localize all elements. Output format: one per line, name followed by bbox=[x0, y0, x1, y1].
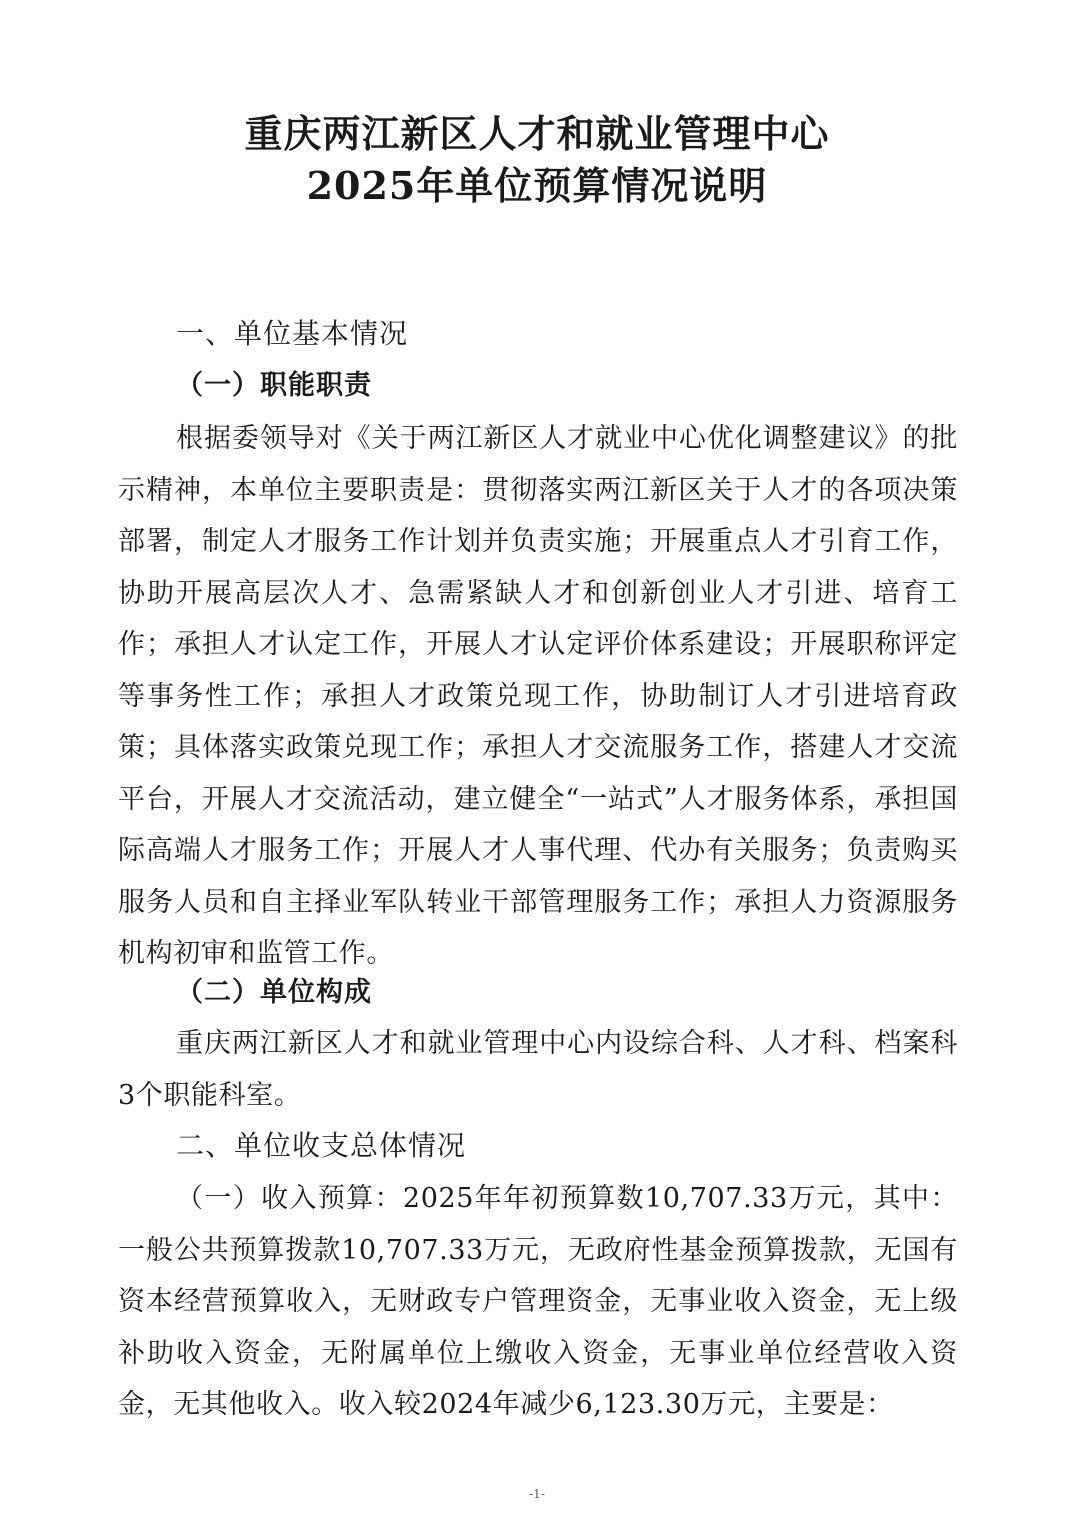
section1-heading: 一、单位基本情况 bbox=[176, 317, 409, 350]
income-paragraph: （一）收入预算：2025年年初预算数10,707.33万元，其中：一般公共预算拨款10,707.33万元，无政府性基金预算拨款，无国有资本经营预算收入，无财政专户管理资金，无事业收入资金，无上级补助收入资金，无附属单位上缴收入资金，无事业单位经营收入资金，无其他收入。收入较2024年减少6,123.30万元，主要是： bbox=[118, 1183, 958, 1420]
section2-heading: 二、单位收支总体情况 bbox=[176, 1129, 467, 1162]
duties-paragraph: 根据委领导对《关于两江新区人才就业中心优化调整建议》的批示精神，本单位主要职责是：贯彻落实两江新区关于人才的各项决策部署，制定人才服务工作计划并负责实施；开展重点人才引育工作，协助开展高层次人才、急需紧缺人才和创新创业人才引进、培育工作；承担人才认定工作，开展人才认定评价体系建设；开展职称评定等事务性工作；承担人才政策兑现工作，协助制订人才引进培育政策；具体落实政策兑现工作；承担人才交流服务工作，搭建人才交流平台，开展人才交流活动，建立健全“一站式”人才服务体系，承担国际高端人才服务工作；开展人才人事代理、代办有关服务；负责购买服务人员和自主择业军队转业干部管理服务工作；承担人力资源服务机构初审和监管工作。 bbox=[118, 423, 958, 969]
page-number: -1- bbox=[529, 1487, 545, 1501]
section1-sub1-heading: （一）职能职责 bbox=[176, 370, 372, 401]
section1-sub2-heading: （二）单位构成 bbox=[176, 977, 372, 1008]
composition-paragraph: 重庆两江新区人才和就业管理中心内设综合科、人才科、档案科3个职能科室。 bbox=[118, 1028, 958, 1111]
document-title-line1: 重庆两江新区人才和就业管理中心 bbox=[244, 111, 830, 156]
document-title-line2: 2025年单位预算情况说明 bbox=[306, 163, 768, 208]
